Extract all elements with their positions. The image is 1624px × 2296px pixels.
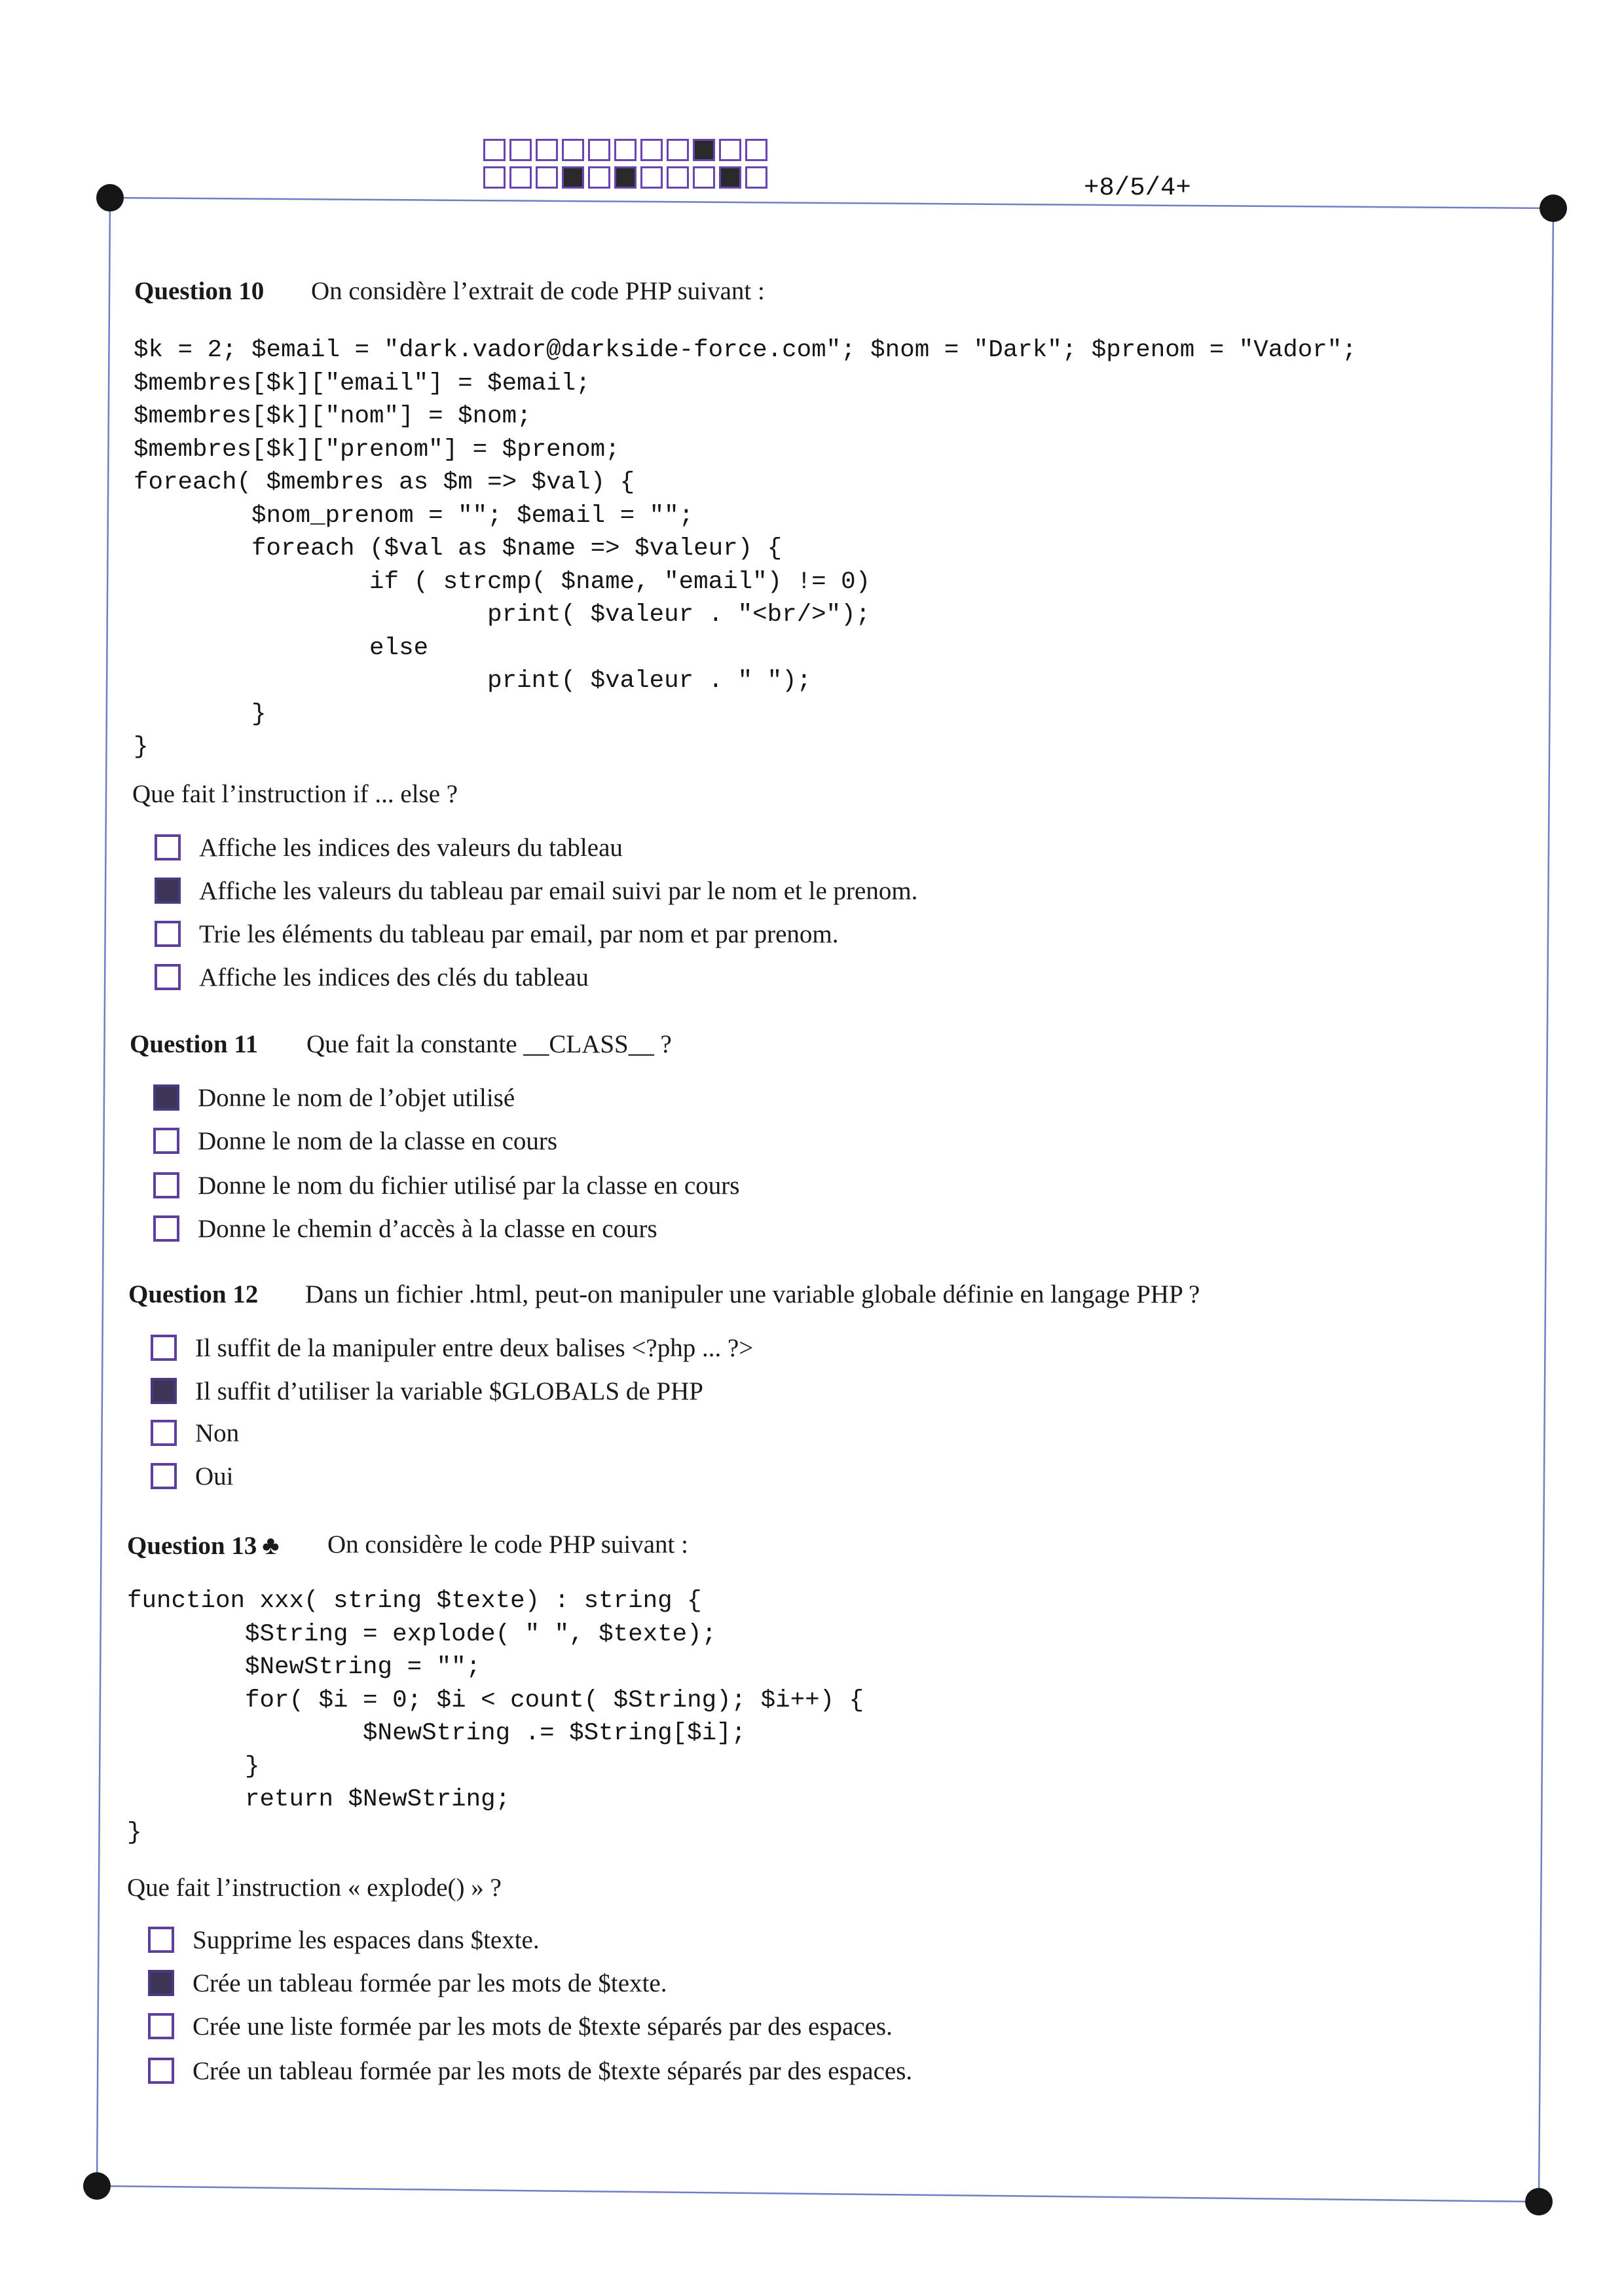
question-number: Question 11 [130, 1030, 259, 1058]
id-cell-filled [719, 166, 741, 189]
id-cell-empty [588, 139, 610, 161]
id-cell-filled [693, 139, 715, 161]
question-number: Question 12 [128, 1280, 259, 1308]
answer-checkbox[interactable] [155, 878, 181, 904]
option-label: Donne le nom du fichier utilisé par la classe en cours [198, 1172, 740, 1200]
option-label: Supprime les espaces dans $texte. [193, 1926, 540, 1954]
option-label: Il suffit de la manipuler entre deux balises <?php ... ?> [195, 1334, 754, 1362]
question-10-code: $k = 2; $email = "dark.vador@darkside-force.com"; $nom = "Dark"; $prenom = "Vador"; $membres[$k]["email"] = $email; $membres[$k]["nom"] = $nom; $membres[$k]["prenom"] = $prenom; foreach( $membres as $m => $val) { $nom_prenom = ""; $email = ""; foreach ($val as $name => $valeur) { if ( strcmp( $name, "email") != 0) print( $valeur . "<br/>"); else print( $valeur . " "); } } [134, 337, 1357, 761]
question-11-header [130, 1029, 672, 1059]
question-text: Dans un fichier .html, peut-on manipuler une variable globale définie en langage PHP ? [305, 1280, 1200, 1308]
club-icon: ♣ [262, 1530, 280, 1560]
answer-checkbox[interactable] [148, 1927, 174, 1953]
id-cell-empty [536, 139, 558, 161]
corner-mark-bottom-right [1525, 2188, 1553, 2215]
question-10-prompt: Que fait l’instruction if ... else ? [132, 780, 458, 808]
id-cell-empty [614, 139, 637, 161]
corner-mark-top-left [96, 184, 124, 212]
student-id-grid [483, 139, 771, 194]
page-code: +8/5/4+ [1084, 174, 1191, 202]
option-label: Il suffit d’utiliser la variable $GLOBALS de PHP [195, 1377, 703, 1405]
option-label: Oui [195, 1462, 234, 1491]
corner-mark-bottom-left [83, 2172, 111, 2200]
id-cell-empty [667, 166, 689, 189]
question-text: On considère l’extrait de code PHP suivant : [311, 277, 765, 305]
id-cell-empty [719, 139, 741, 161]
answer-checkbox[interactable] [148, 1970, 174, 1996]
id-cell-empty [745, 139, 767, 161]
question-number: Question 10 [134, 277, 265, 305]
question-13-header [127, 1530, 688, 1561]
id-cell-empty [483, 139, 506, 161]
option-label: Donne le nom de l’objet utilisé [198, 1084, 515, 1112]
option-label: Trie les éléments du tableau par email, par nom et par prenom. [199, 920, 839, 948]
id-cell-empty [509, 139, 532, 161]
answer-checkbox[interactable] [153, 1128, 179, 1154]
id-grid-row-1 [483, 139, 771, 161]
option-label: Crée un tableau formée par les mots de $texte. [193, 1969, 667, 1997]
question-10-header [134, 276, 765, 306]
id-cell-empty [536, 166, 558, 189]
id-cell-empty [693, 166, 715, 189]
answer-checkbox[interactable] [151, 1378, 177, 1404]
answer-checkbox[interactable] [155, 921, 181, 947]
answer-checkbox[interactable] [155, 964, 181, 990]
option-label: Affiche les indices des clés du tableau [199, 963, 589, 991]
option-label: Crée une liste formée par les mots de $texte séparés par des espaces. [193, 2012, 893, 2041]
id-grid-row-2 [483, 166, 771, 189]
answer-checkbox[interactable] [151, 1335, 177, 1361]
answer-checkbox[interactable] [148, 2058, 174, 2084]
answer-checkbox[interactable] [153, 1215, 179, 1242]
option-label: Crée un tableau formée par les mots de $texte séparés par des espaces. [193, 2057, 913, 2085]
question-13-prompt: Que fait l’instruction « explode() » ? [127, 1874, 502, 1902]
option-label: Donne le nom de la classe en cours [198, 1127, 558, 1155]
corner-mark-top-right [1540, 194, 1567, 222]
id-cell-empty [588, 166, 610, 189]
option-label: Affiche les valeurs du tableau par email suivi par le nom et le prenom. [199, 877, 918, 905]
id-cell-empty [640, 166, 663, 189]
answer-checkbox[interactable] [153, 1084, 179, 1111]
id-cell-empty [509, 166, 532, 189]
answer-checkbox[interactable] [151, 1463, 177, 1489]
question-text: On considère le code PHP suivant : [327, 1530, 688, 1559]
option-label: Affiche les indices des valeurs du tableau [199, 834, 623, 862]
id-cell-empty [745, 166, 767, 189]
option-label: Donne le chemin d’accès à la classe en cours [198, 1215, 657, 1243]
answer-checkbox[interactable] [148, 2013, 174, 2039]
question-number: Question 13 [127, 1532, 257, 1560]
id-cell-filled [614, 166, 637, 189]
answer-checkbox[interactable] [153, 1172, 179, 1198]
id-cell-empty [562, 139, 584, 161]
question-12-header [128, 1280, 1200, 1309]
option-label: Non [195, 1419, 240, 1447]
question-13-code: function xxx( string $texte) : string { $String = explode( " ", $texte); $NewString = ""; for( $i = 0; $i < count( $String); $i++) { $NewString .= $String[$i]; } return $NewString; } [127, 1587, 864, 1847]
id-cell-empty [667, 139, 689, 161]
answer-checkbox[interactable] [155, 834, 181, 861]
id-cell-empty [483, 166, 506, 189]
id-cell-filled [562, 166, 584, 189]
question-text: Que fait la constante __CLASS__ ? [306, 1030, 672, 1058]
id-cell-empty [640, 139, 663, 161]
answer-checkbox[interactable] [151, 1420, 177, 1446]
